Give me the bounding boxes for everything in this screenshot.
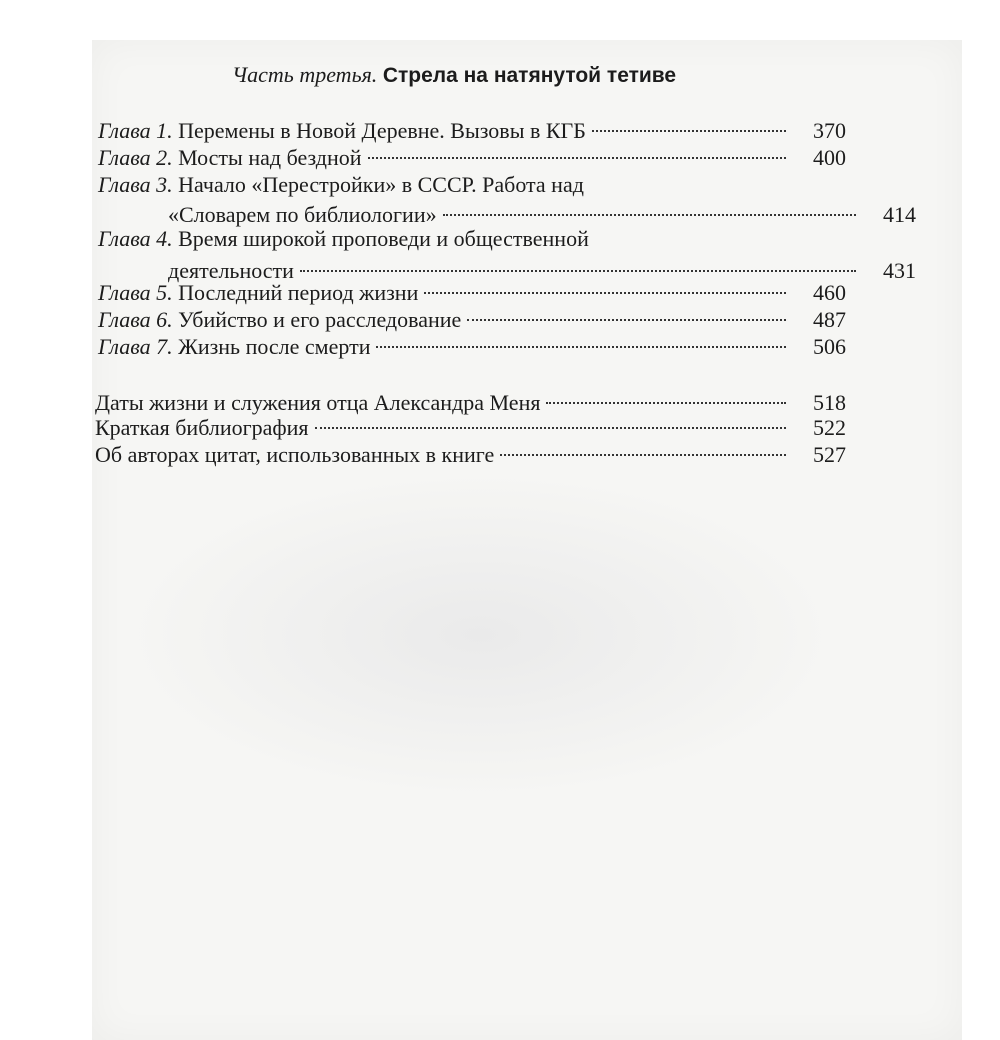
page-number: 527 <box>813 442 846 467</box>
part-label: Часть третья. <box>232 62 378 87</box>
page-number: 400 <box>813 145 846 170</box>
toc-entry-bibliography[interactable] <box>95 413 846 443</box>
dot-leader <box>300 270 856 272</box>
page-number: 370 <box>813 118 846 143</box>
chapter-label: Глава 3. <box>98 172 173 197</box>
toc-entry-chapter-5[interactable] <box>98 278 846 308</box>
page-number: 487 <box>813 307 846 332</box>
toc-entry-chapter-1[interactable] <box>98 116 846 146</box>
part-title: Стрела на натянутой тетиве <box>382 64 677 87</box>
chapter-title: Жизнь после смерти <box>178 334 371 359</box>
toc-entry-chapter-4[interactable] <box>98 224 916 284</box>
bleed-through-area <box>120 470 840 800</box>
page-number: 518 <box>813 390 846 415</box>
dot-leader <box>315 427 786 429</box>
dot-leader <box>424 292 786 294</box>
toc-entry-chapter-3[interactable] <box>98 170 916 230</box>
chapter-label: Глава 5. <box>98 280 173 305</box>
chapter-title-continued: деятельности <box>168 258 294 283</box>
dot-leader <box>376 346 786 348</box>
toc-entry-chapter-7[interactable] <box>98 332 846 362</box>
chapter-label: Глава 1. <box>98 118 173 143</box>
chapter-title: Начало «Перестройки» в СССР. Работа над <box>178 172 584 197</box>
chapter-label: Глава 6. <box>98 307 173 332</box>
chapter-label: Глава 2. <box>98 145 173 170</box>
chapter-title: Последний период жизни <box>178 280 419 305</box>
page-number: 522 <box>813 415 846 440</box>
chapter-title: Мосты над бездной <box>178 145 362 170</box>
toc-entry-chapter-6[interactable] <box>98 305 846 335</box>
toc-entry-quote-authors[interactable] <box>95 440 846 470</box>
chapter-title: Перемены в Новой Деревне. Вызовы в КГБ <box>178 118 586 143</box>
dot-leader <box>500 454 786 456</box>
dot-leader <box>467 319 786 321</box>
chapter-title: Время широкой проповеди и общественной <box>178 226 589 251</box>
dot-leader <box>368 157 786 159</box>
dot-leader <box>592 130 786 132</box>
appendix-title: Об авторах цитат, использованных в книге <box>95 442 495 467</box>
toc-entry-chapter-2[interactable] <box>98 143 846 173</box>
dot-leader <box>546 402 786 404</box>
appendix-title: Даты жизни и служения отца Александра Меня <box>95 390 541 415</box>
page-number: 431 <box>883 258 916 283</box>
dot-leader <box>443 214 856 216</box>
part-heading <box>232 62 676 88</box>
page-number: 414 <box>883 202 916 227</box>
page-number: 506 <box>813 334 846 359</box>
appendix-title: Краткая библиография <box>95 415 309 440</box>
chapter-title-continued: «Словарем по библиологии» <box>168 202 437 227</box>
chapter-label: Глава 4. <box>98 226 173 251</box>
page-number: 460 <box>813 280 846 305</box>
chapter-label: Глава 7. <box>98 334 173 359</box>
chapter-title: Убийство и его расследование <box>178 307 462 332</box>
